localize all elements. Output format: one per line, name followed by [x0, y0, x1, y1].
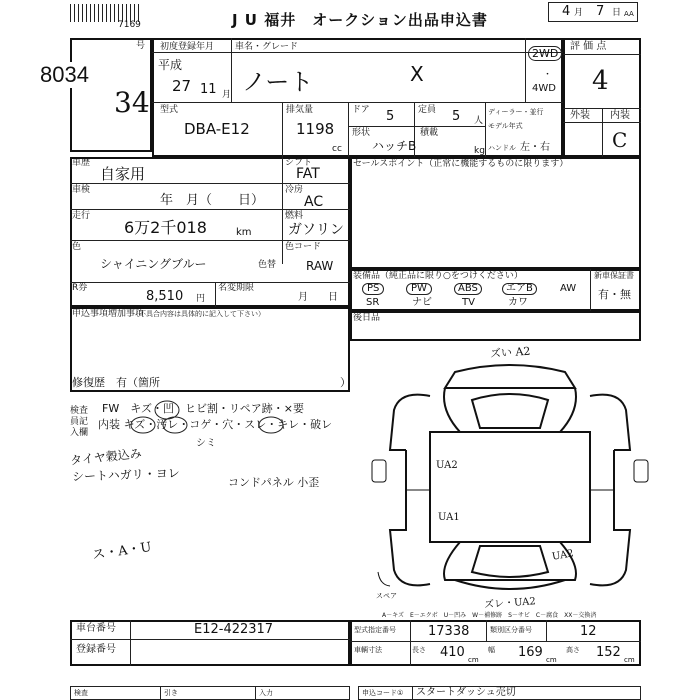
- model-year-label: モデル年式: [488, 122, 523, 130]
- interior-value: C: [612, 128, 628, 152]
- note-2: シートハガリ・ヨレ: [71, 466, 180, 484]
- footer-input: 入力: [259, 689, 273, 697]
- start-code-label: 申込コード①: [362, 689, 404, 697]
- capacity-label: 定員: [418, 105, 437, 115]
- history-label: 車歴: [72, 158, 91, 168]
- shift: FAT: [296, 166, 320, 182]
- name-change-label: 名変期限: [218, 283, 255, 293]
- equip-abs: ABS: [454, 283, 482, 295]
- inspector-label: 検査員記入欄: [70, 406, 89, 438]
- handle-value: 左・右: [520, 142, 550, 153]
- fuel: ガソリン: [288, 222, 344, 238]
- sales-block: [350, 157, 641, 269]
- yen-unit: 円: [196, 294, 206, 304]
- car-name-label: 車名・グレード: [235, 42, 299, 52]
- doors-label: ドア: [352, 105, 370, 115]
- color-code: RAW: [306, 259, 334, 273]
- warranty-label: 新車保証書: [594, 271, 634, 280]
- category-label: 類別区分番号: [490, 626, 532, 634]
- fuel-label: 燃料: [285, 211, 304, 221]
- shift-label: シフト: [285, 158, 313, 168]
- chassis-value: E12-422317: [194, 622, 274, 637]
- doors: 5: [386, 109, 395, 124]
- type-spec-value: 17338: [428, 624, 470, 639]
- lot-number: 8034: [36, 62, 93, 88]
- kg-unit: kg: [474, 146, 485, 156]
- equipment-label: 装備品（純正品に限り○をつけください）: [353, 271, 523, 281]
- start-value: スタートダッシュ売切: [416, 687, 516, 698]
- car-grade: X: [410, 62, 424, 86]
- car-name: ノート: [242, 68, 314, 96]
- drive-2wd: 2WD: [528, 46, 562, 61]
- footer-inspection: 検査: [74, 689, 88, 697]
- spare-label: スペア: [376, 592, 397, 600]
- dims-label: 車輌寸法: [354, 646, 382, 654]
- mileage: 6万2千018: [124, 218, 207, 237]
- form-title: J U 福井 オークション出品申込書: [232, 11, 488, 29]
- warranty-value: 有・無: [598, 288, 631, 301]
- drive-dot: ・: [543, 70, 553, 80]
- displacement-label: 排気量: [286, 105, 314, 115]
- length-label: 長さ: [412, 646, 426, 654]
- note-4: ス・A・U: [91, 539, 153, 564]
- color-code-label: 色コード: [285, 242, 322, 252]
- register-label: 登録番号: [76, 644, 116, 655]
- first-reg-label: 初度登録年月: [160, 42, 215, 52]
- exterior-label: 外装: [570, 110, 590, 121]
- equip-ps: PS: [362, 283, 384, 295]
- footer-box: [70, 686, 350, 700]
- month-label: 月: [574, 8, 584, 18]
- capacity-unit: 人: [474, 116, 484, 126]
- shape-label: 形状: [352, 128, 371, 138]
- inspection-label: 車検: [72, 185, 91, 195]
- rear-label: 後日品: [353, 313, 381, 323]
- equip-pw: PW: [406, 283, 432, 295]
- recycle-amount: 8,510: [146, 289, 184, 304]
- equip-tv: TV: [462, 297, 475, 308]
- note-3: コンドパネル 小歪: [228, 476, 320, 489]
- capacity: 5: [452, 109, 461, 124]
- notes-sub: （不具合内容は具体的に記入して下さい）: [132, 310, 265, 318]
- mark-left-upper: UA2: [436, 460, 458, 471]
- inspector-row1: FW キズ・凹 ヒビ割・リペア跡・×要: [102, 402, 304, 415]
- date-month: 4: [562, 4, 571, 19]
- date-suffix: AA: [624, 10, 634, 18]
- displacement: 1198: [296, 120, 335, 138]
- equip-aw: AW: [560, 283, 577, 294]
- repair-close: ）: [340, 376, 351, 389]
- drive-4wd: 4WD: [532, 83, 556, 94]
- lot-handwritten: 34: [114, 86, 150, 119]
- date-day: 7: [596, 4, 605, 19]
- name-change-value: 月 日: [298, 292, 338, 303]
- mileage-label: 走行: [72, 211, 91, 221]
- rating-value: 4: [592, 66, 609, 96]
- damage-legend: A－キズ E－エクボ U－凹み W－補修跡 S－サビ C－腐食 XX－交換済: [382, 612, 597, 619]
- reg-month: 11: [200, 82, 217, 97]
- rear-block: [350, 311, 641, 341]
- equip-leather: カワ: [508, 297, 528, 308]
- recycle-label: R券: [72, 283, 88, 293]
- rating-label: 評 価 点: [570, 41, 607, 52]
- inspector-circles: [90, 395, 370, 440]
- notes-label: 申込事項増加事項: [72, 309, 145, 319]
- ac: AC: [304, 194, 324, 210]
- color-swap-label: 色替: [258, 260, 277, 270]
- height-unit: cm: [624, 656, 635, 664]
- sales-point-label: セールスポイント（正常に機能するものに限ります）: [353, 159, 569, 169]
- load-label: 積載: [420, 128, 439, 138]
- length-unit: cm: [468, 656, 479, 664]
- mark-left-lower: UA1: [438, 512, 460, 523]
- length-value: 410: [440, 645, 465, 660]
- color: シャイニングブルー: [100, 257, 207, 271]
- era: 平成: [158, 58, 183, 72]
- footer-pickup: 引き: [164, 689, 178, 697]
- mark-top: ズい A2: [489, 344, 531, 361]
- mark-bottom: ズレ・UA2: [483, 596, 537, 611]
- reg-month-unit: 月: [222, 90, 232, 100]
- model-label: 型式: [160, 105, 179, 115]
- width-value: 169: [518, 645, 543, 660]
- equip-navi: ナビ: [412, 297, 432, 308]
- history-value: 自家用: [100, 165, 146, 183]
- lot-label: 号: [136, 41, 146, 51]
- inspector-row2: 内装 キズ・汚レ・コゲ・穴・スレ・キレ・破レ: [98, 418, 333, 431]
- mark-right-lower: UA2: [551, 548, 575, 563]
- interior-label: 内装: [610, 110, 630, 121]
- height-label: 高さ: [566, 646, 580, 654]
- color-label: 色: [72, 242, 82, 252]
- reg-year: 27: [172, 77, 192, 95]
- note-1: タイヤ穀込み: [69, 446, 143, 468]
- inspection-value: 年 月（ 日）: [160, 193, 265, 208]
- type-spec-label: 型式指定番号: [354, 626, 396, 634]
- car-damage-diagram: [360, 340, 650, 610]
- doc-number: 7169: [118, 20, 141, 30]
- day-label: 日: [612, 8, 622, 18]
- ac-label: 冷房: [285, 185, 304, 195]
- equip-airbag: エアB: [502, 283, 537, 295]
- dealer-label: ディーラー・並行: [488, 108, 544, 116]
- repair-history: 修復歴 有（箇所: [72, 376, 160, 389]
- equip-sr: SR: [366, 297, 380, 308]
- width-unit: cm: [546, 656, 557, 664]
- category-value: 12: [580, 624, 597, 639]
- model-code: DBA-E12: [184, 120, 250, 138]
- chassis-label: 車台番号: [76, 623, 116, 634]
- width-label: 幅: [488, 646, 495, 654]
- height-value: 152: [596, 645, 621, 660]
- cc-unit: cc: [332, 144, 342, 154]
- mark-shimi: シミ: [196, 438, 216, 449]
- shape: ハッチB: [372, 139, 417, 153]
- km-unit: km: [236, 227, 252, 238]
- handle-label: ハンドル: [488, 144, 516, 152]
